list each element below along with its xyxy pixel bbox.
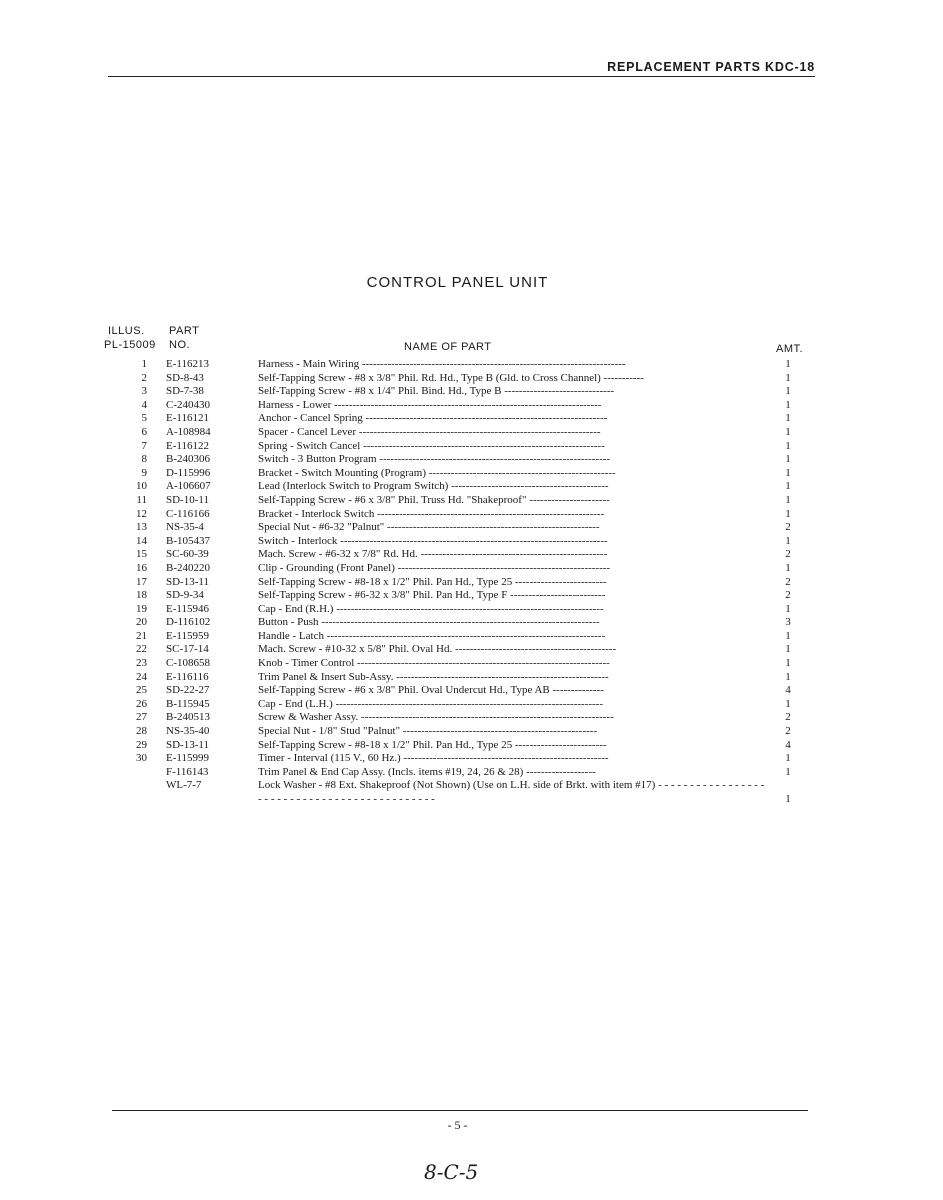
- part-amount: 1: [785, 425, 791, 438]
- illus-number: 21: [136, 629, 147, 642]
- table-row: [0, 684, 943, 698]
- part-name: Handle - Latch ----------------------------------------------------------------------------: [258, 629, 606, 642]
- part-number: SD-13-11: [166, 575, 209, 588]
- part-name: Anchor - Cancel Spring ------------------------------------------------------------------: [258, 412, 608, 425]
- part-amount: 2: [785, 521, 791, 534]
- part-name: Harness - Lower -------------------------------------------------------------------------: [258, 398, 602, 411]
- part-name: Lead (Interlock Switch to Program Switch) -------------------------------------------: [258, 480, 609, 493]
- part-name: Bracket - Switch Mounting (Program) ---------------------------------------------------: [258, 466, 616, 479]
- part-number: SD-22-27: [166, 684, 210, 697]
- column-header-name: NAME OF PART: [404, 341, 492, 353]
- part-number: E-116122: [166, 439, 209, 452]
- part-number: F-116143: [166, 765, 209, 778]
- part-number: A-108984: [166, 425, 211, 438]
- table-row: [0, 385, 943, 399]
- part-name: Self-Tapping Screw - #8 x 1/4" Phil. Bind. Hd., Type B ------------------------------: [258, 385, 615, 398]
- part-name: Self-Tapping Screw - #6 x 3/8" Phil. Oval Undercut Hd., Type AB --------------: [258, 684, 604, 697]
- illus-number: 3: [141, 385, 147, 398]
- table-row: [0, 548, 943, 562]
- part-amount: 1: [785, 412, 791, 425]
- part-number: E-115959: [166, 629, 209, 642]
- illus-number: 17: [136, 575, 147, 588]
- illus-number: 20: [136, 616, 147, 629]
- illus-number: 15: [136, 548, 147, 561]
- part-name: Switch - 3 Button Program ---------------------------------------------------------------: [258, 453, 611, 466]
- section-title: CONTROL PANEL UNIT: [366, 274, 549, 291]
- part-name: Screw & Washer Assy. ---------------------------------------------------------------------: [258, 711, 614, 724]
- table-row: [0, 440, 943, 454]
- part-amount: 2: [785, 575, 791, 588]
- illus-number: 4: [141, 398, 147, 411]
- part-number: C-116166: [166, 507, 210, 520]
- part-name: Cap - End (R.H.) -------------------------------------------------------------------------: [258, 602, 604, 615]
- table-row: [0, 589, 943, 603]
- table-row: [0, 725, 943, 739]
- part-amount: 1: [785, 398, 791, 411]
- part-amount: 1: [785, 765, 791, 778]
- part-name: Self-Tapping Screw - #8-18 x 1/2" Phil. Pan Hd., Type 25 -------------------------: [258, 738, 607, 751]
- table-row: [0, 576, 943, 590]
- part-amount: 1: [785, 480, 791, 493]
- part-name: Lock Washer - #8 Ext. Shakeproof (Not Shown) (Use on L.H. side of Brkt. with item #17) - - - - - - - - - - - - - - - - - - - - - - - - - - - - - - - - - - - - - - - - - - - - -: [258, 779, 765, 805]
- part-name: Mach. Screw - #6-32 x 7/8" Rd. Hd. ---------------------------------------------------: [258, 548, 608, 561]
- part-amount: 1: [785, 385, 791, 398]
- part-name: Self-Tapping Screw - #6-32 x 3/8" Phil. Pan Hd., Type F --------------------------: [258, 589, 606, 602]
- page-number: - 5 -: [447, 1118, 468, 1132]
- table-row: [0, 467, 943, 481]
- part-number: B-240513: [166, 711, 210, 724]
- part-number: D-115996: [166, 466, 211, 479]
- part-amount: 1: [785, 534, 791, 547]
- part-number: E-116213: [166, 358, 209, 370]
- illus-number: 26: [136, 697, 147, 710]
- part-number: C-108658: [166, 657, 210, 670]
- part-amount: 2: [785, 725, 791, 738]
- part-number: E-115946: [166, 602, 209, 615]
- part-amount: 1: [785, 643, 791, 656]
- part-name: Special Nut - #6-32 "Palnut" ----------------------------------------------------------: [258, 521, 600, 534]
- part-number: B-240220: [166, 561, 210, 574]
- table-row: [0, 399, 943, 413]
- table-row: [0, 480, 943, 494]
- illus-number: 24: [136, 670, 147, 683]
- part-number: E-116121: [166, 412, 209, 425]
- part-name: Mach. Screw - #10-32 x 5/8" Phil. Oval Hd. --------------------------------------------: [258, 643, 617, 656]
- page-header-title: REPLACEMENT PARTS KDC-18: [607, 60, 815, 74]
- part-number: NS-35-40: [166, 725, 210, 738]
- illus-number: 9: [141, 466, 147, 479]
- illus-number: 23: [136, 657, 147, 670]
- illus-number: 13: [136, 521, 147, 534]
- table-row: [0, 372, 943, 386]
- illus-number: 14: [136, 534, 147, 547]
- part-name: Bracket - Interlock Switch --------------------------------------------------------------: [258, 507, 605, 520]
- column-header-part-1: PART: [169, 325, 200, 337]
- part-amount: 1: [785, 358, 791, 370]
- table-row: [0, 752, 943, 766]
- column-header-amt: AMT.: [776, 343, 804, 355]
- part-number: A-106607: [166, 480, 211, 493]
- table-row: [0, 779, 943, 806]
- column-header-part-2: NO.: [169, 339, 191, 351]
- table-row: [0, 603, 943, 617]
- table-row: [0, 535, 943, 549]
- table-row: [0, 630, 943, 644]
- part-name: Harness - Main Wiring ------------------------------------------------------------------------: [258, 358, 626, 370]
- handwritten-note: 8-C-5: [424, 1160, 479, 1184]
- part-amount: 1: [785, 371, 791, 384]
- table-row: [0, 711, 943, 725]
- part-name: Self-Tapping Screw - #8-18 x 1/2" Phil. Pan Hd., Type 25 -------------------------: [258, 575, 607, 588]
- part-amount: 1: [785, 493, 791, 506]
- illus-number: 11: [136, 493, 147, 506]
- part-number: B-115945: [166, 697, 210, 710]
- part-amount: 1: [785, 466, 791, 479]
- part-number: SD-8-43: [166, 371, 204, 384]
- table-row: [0, 657, 943, 671]
- part-number: SD-13-11: [166, 738, 209, 751]
- footer-rule: [112, 1110, 808, 1111]
- part-amount: 3: [785, 616, 791, 629]
- part-amount: 1: [785, 507, 791, 520]
- table-row: [0, 453, 943, 467]
- table-row: [0, 643, 943, 657]
- part-amount: 1: [785, 793, 791, 805]
- part-name: Self-Tapping Screw - #6 x 3/8" Phil. Truss Hd. "Shakeproof" ----------------------: [258, 493, 610, 506]
- part-amount: 4: [785, 684, 791, 697]
- part-amount: 1: [785, 629, 791, 642]
- part-number: SD-7-38: [166, 385, 204, 398]
- table-row: [0, 358, 943, 372]
- illus-number: 18: [136, 589, 147, 602]
- illus-number: 30: [136, 752, 147, 765]
- illus-number: 19: [136, 602, 147, 615]
- part-name: Button - Push ----------------------------------------------------------------------------: [258, 616, 600, 629]
- part-amount: 1: [785, 561, 791, 574]
- part-number: E-116116: [166, 670, 209, 683]
- column-header-illus-2: PL-15009: [104, 339, 156, 351]
- illus-number: 2: [141, 371, 147, 384]
- table-row: [0, 698, 943, 712]
- illus-number: 25: [136, 684, 147, 697]
- table-row: [0, 616, 943, 630]
- part-name: Spring - Switch Cancel ------------------------------------------------------------------: [258, 439, 605, 452]
- illus-number: 22: [136, 643, 147, 656]
- part-name: Clip - Grounding (Front Panel) ----------------------------------------------------------: [258, 561, 611, 574]
- table-row: [0, 521, 943, 535]
- part-name: Switch - Interlock -------------------------------------------------------------------------: [258, 534, 608, 547]
- table-row: [0, 766, 943, 780]
- table-row: [0, 671, 943, 685]
- part-number: WL-7-7: [166, 779, 202, 792]
- illus-number: 7: [141, 439, 147, 452]
- part-amount: 2: [785, 548, 791, 561]
- table-row: [0, 562, 943, 576]
- table-row: [0, 494, 943, 508]
- part-amount: 1: [785, 752, 791, 765]
- illus-number: 5: [141, 412, 147, 425]
- illus-number: 28: [136, 725, 147, 738]
- part-number: SD-9-34: [166, 589, 204, 602]
- part-name: Trim Panel & Insert Sub-Assy. ----------------------------------------------------------: [258, 670, 609, 683]
- part-amount: 2: [785, 711, 791, 724]
- column-header-illus-1: ILLUS.: [108, 325, 145, 337]
- part-amount: 4: [785, 738, 791, 751]
- part-name: Timer - Interval (115 V., 60 Hz.) --------------------------------------------------------: [258, 752, 609, 765]
- part-amount: 2: [785, 589, 791, 602]
- part-number: C-240430: [166, 398, 210, 411]
- part-number: NS-35-4: [166, 521, 204, 534]
- part-name: Spacer - Cancel Lever ------------------------------------------------------------------: [258, 425, 601, 438]
- part-name: Special Nut - 1/8" Stud "Palnut" -----------------------------------------------------: [258, 725, 597, 738]
- part-number: SD-10-11: [166, 493, 209, 506]
- part-number: SC-17-14: [166, 643, 209, 656]
- illus-number: 12: [136, 507, 147, 520]
- part-amount: 1: [785, 670, 791, 683]
- illus-number: 16: [136, 561, 147, 574]
- part-amount: 1: [785, 657, 791, 670]
- illus-number: 6: [141, 425, 147, 438]
- illus-number: 27: [136, 711, 147, 724]
- part-amount: 1: [785, 439, 791, 452]
- part-amount: 1: [785, 697, 791, 710]
- illus-number: 8: [141, 453, 147, 466]
- part-amount: 1: [785, 453, 791, 466]
- part-number: B-105437: [166, 534, 210, 547]
- illus-number: 1: [141, 358, 147, 370]
- part-name: Trim Panel & End Cap Assy. (Incls. items #19, 24, 26 & 28) -------------------: [258, 765, 596, 778]
- table-row: [0, 426, 943, 440]
- part-number: B-240306: [166, 453, 210, 466]
- table-row: [0, 412, 943, 426]
- illus-number: 10: [136, 480, 147, 493]
- part-name: Self-Tapping Screw - #8 x 3/8" Phil. Rd. Hd., Type B (Gld. to Cross Channel) -----------: [258, 371, 644, 384]
- part-number: E-115999: [166, 752, 209, 765]
- part-name: Cap - End (L.H.) -------------------------------------------------------------------------: [258, 697, 603, 710]
- table-row: [0, 508, 943, 522]
- parts-list: [0, 358, 943, 806]
- part-number: SC-60-39: [166, 548, 209, 561]
- part-name: Knob - Timer Control ---------------------------------------------------------------------: [258, 657, 610, 670]
- table-row: [0, 739, 943, 753]
- part-number: D-116102: [166, 616, 211, 629]
- header-rule: [108, 76, 815, 77]
- illus-number: 29: [136, 738, 147, 751]
- part-amount: 1: [785, 602, 791, 615]
